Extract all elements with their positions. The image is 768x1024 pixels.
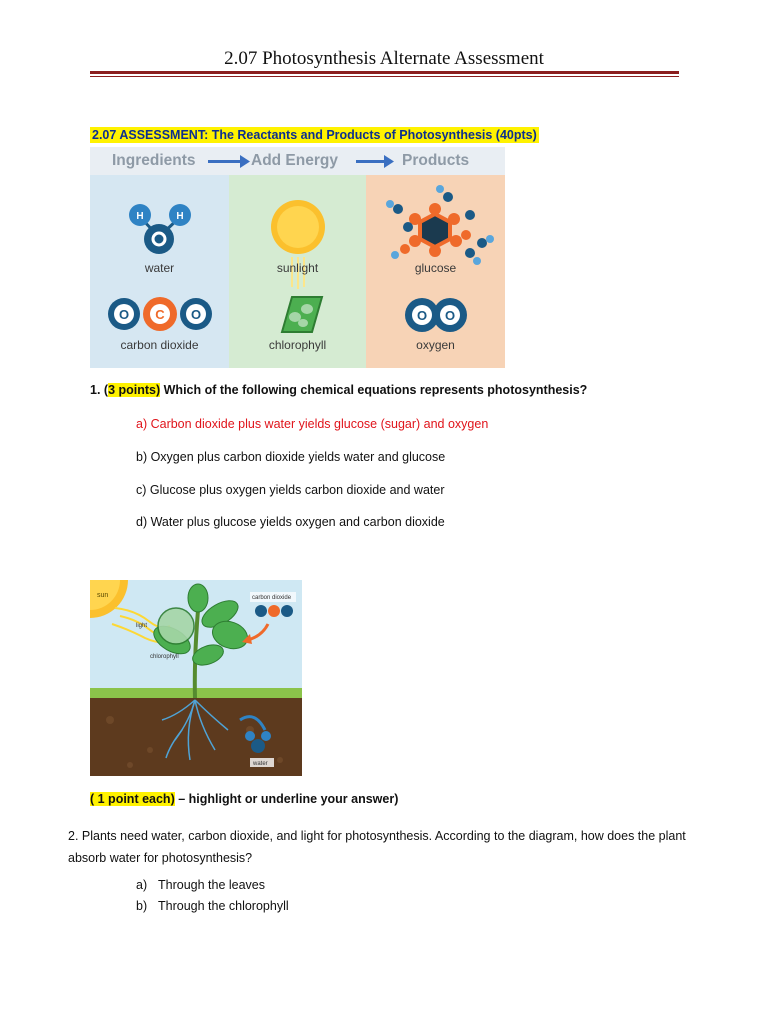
svg-text:O: O xyxy=(444,308,456,323)
figure1-graphics xyxy=(90,147,505,368)
q2-option-a-label: Through the leaves xyxy=(158,878,266,892)
q1-option-a[interactable]: a) Carbon dioxide plus water yields glucose (sugar) and oxygen xyxy=(136,417,489,431)
chlorophyll-cell-icon xyxy=(282,297,322,332)
q1-option-d[interactable]: d) Water plus glucose yields oxygen and carbon dioxide xyxy=(136,515,445,529)
q1-option-c[interactable]: c) Glucose plus oxygen yields carbon dioxide and water xyxy=(136,483,445,497)
q2-option-b[interactable] xyxy=(136,899,289,913)
svg-text:carbon dioxide: carbon dioxide xyxy=(252,595,292,601)
question-2 xyxy=(68,825,688,869)
oxygen-molecule-icon xyxy=(405,298,467,332)
q2-option-a-letter: a) xyxy=(136,878,148,892)
question-1-points: 3 points) xyxy=(108,383,161,397)
instructions-points: ( 1 point each) xyxy=(90,792,175,806)
title-rule-thin xyxy=(90,76,679,77)
q2-option-a[interactable] xyxy=(136,878,265,892)
document-title: 2.07 Photosynthesis Alternate Assessment xyxy=(224,48,544,69)
label-carbon-dioxide: carbon dioxide xyxy=(120,338,199,352)
magnifier-icon xyxy=(158,608,194,644)
question-1-number: 1. ( xyxy=(90,383,109,397)
water-molecule-icon xyxy=(129,204,191,254)
plant-diagram xyxy=(90,580,302,776)
header-products: Products xyxy=(402,152,470,169)
plant-diagram-graphic xyxy=(90,580,302,776)
question-1 xyxy=(90,383,587,397)
svg-text:O: O xyxy=(190,307,202,322)
label-water: water xyxy=(144,261,175,275)
header-add-energy: Add Energy xyxy=(251,152,338,169)
svg-text:H: H xyxy=(176,211,184,222)
label-chlorophyll: chlorophyll xyxy=(268,338,327,352)
instructions xyxy=(90,792,398,806)
q1-option-b[interactable]: b) Oxygen plus carbon dioxide yields water and glucose xyxy=(136,450,446,464)
question-2-text: Plants need water, carbon dioxide, and light for photosynthesis. According to the diagram, how does the plant absorb water for photosynthesis? xyxy=(68,829,686,865)
glucose-molecule-icon xyxy=(386,185,494,265)
instructions-text: – highlight or underline your answer) xyxy=(174,792,399,806)
svg-text:sun: sun xyxy=(97,592,109,599)
co2-molecule-icon xyxy=(255,605,293,617)
header-ingredients: Ingredients xyxy=(112,152,196,169)
label-glucose: glucose xyxy=(414,261,457,275)
q2-option-b-label: Through the chlorophyll xyxy=(158,899,289,913)
carbon-dioxide-molecule-icon xyxy=(108,297,212,331)
svg-text:H: H xyxy=(136,211,144,222)
question-1-text: Which of the following chemical equations represents photosynthesis? xyxy=(160,383,588,397)
q2-option-b-letter: b) xyxy=(136,899,148,913)
label-sunlight: sunlight xyxy=(276,261,319,275)
sun-icon xyxy=(271,200,325,289)
reactants-products-figure xyxy=(90,147,505,368)
svg-text:O: O xyxy=(416,308,428,323)
svg-text:light: light xyxy=(136,623,148,629)
svg-text:C: C xyxy=(155,307,165,322)
title-rule-thick xyxy=(90,71,679,74)
svg-text:water: water xyxy=(253,761,268,767)
svg-text:chlorophyll: chlorophyll xyxy=(150,654,179,660)
label-oxygen: oxygen xyxy=(416,338,455,352)
svg-text:O: O xyxy=(118,307,130,322)
assessment-heading: 2.07 ASSESSMENT: The Reactants and Products of Photosynthesis (40pts) xyxy=(92,128,537,142)
question-2-number: 2. xyxy=(68,829,79,843)
